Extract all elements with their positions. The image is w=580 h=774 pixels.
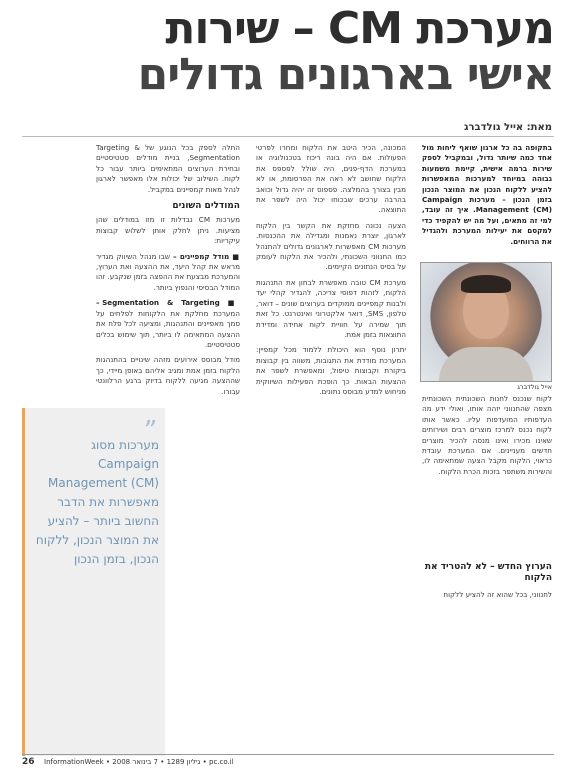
column-3 — [96, 143, 240, 401]
column-2-paragraph-1: המכונה, הכיר היטב את הלקוח ומחרו לפרטי הפעולות. אם היה בונה ריכוז בטכנולוגיה או במערכת הדף-פנים, היה שולל לפספס את הלקוח שחושב לא ראה את הפרסומת, או לא מבין בצורך בהמלצה. פספוס זה יהיה גדול וכואב בהרבה ערכים שבכוחו יכול היה לשפר את התוצאה. — [256, 143, 406, 215]
byline: מאת: אייל גולדברג — [464, 122, 552, 133]
column-3-heading: המודלים השונים — [172, 201, 240, 212]
author-photo — [420, 262, 552, 382]
column-2-paragraph-4: יתרון נוסף הוא היכולת ללמוד מכל קמפיין: המערכת מודדת את התגובות, משווה בין קבוצות ביקורת וקבוצות טיפול, ומאפשרת לשפר את ההצעות הבאות. כך הופכת הפעילות השיווקית מניחוש למדע מבוסס נתונים. — [256, 345, 406, 396]
bullet-1-text: שבו מנהל השיווק מגדיר מראש את קהל היעד, את ההצעה ואת הערוץ, והמערכת מבצעת את ההפצה בזמן שנקבע. זהו המודל הבסיסי והנפוץ ביותר. — [96, 251, 240, 292]
column-3-paragraph-1: החלה לספק בכל הנוגע של Targeting & Segmentation, בניית מודלים סטטיסטיים ובחירת הערוצים המתאימים ביותר עבור כל לקוח. השילוב של יכולות אלו מאפשר לארגון לנהל מאות קמפיינים במקביל. — [96, 143, 240, 194]
page-title — [22, 3, 554, 100]
quote-mark: ” — [143, 416, 157, 446]
photo-shirt — [439, 347, 533, 381]
column-2-paragraph-2: הצעה נכונה מחזקת את הקשר בין הלקוח לארגון, יוצרת נאמנות ומגדילה את ההכנסות. מערכות CM מאפשרות לארגונים גדולים להתנהל כמו החנווני השכונתי, ולהכיר את הלקוח לעומק על בסיס הנתונים הקיימים. — [256, 220, 406, 272]
column-1 — [422, 143, 552, 255]
page-footer — [22, 754, 554, 769]
intro-paragraph: בתקופה בה כל ארגון שואף ליחות מול אחד כמה שיותר גדול, ובמקביל לספק שירות ברמה אישית, קיימת משמעות גבוהה במיוחד למערכות המאפשרות להציע ללקוח הנכון את המוצר הנכון בזמן הנכון – מערכות Campaign Management (CM). איך זה עובד, למי זה מתאים, ועל מה יש להקפיד כדי למקסם את יעילות המערכת ולהגדיל את הרווחים. — [422, 143, 552, 246]
footer-masthead: InformationWeek • גיליון 1289 • 7 בינואר 2008 • pc.co.il — [44, 758, 234, 766]
pull-quote-sidebar — [22, 408, 165, 756]
page-number: 26 — [22, 757, 35, 767]
bullet-1-label: ■ מודל קמפיינים – — [173, 251, 240, 261]
photo-caption: אייל גולדברג — [517, 383, 552, 391]
bullet-2-label: ■ Segmentation & Targeting – — [96, 298, 240, 308]
column-2 — [256, 143, 406, 733]
title-line-2: אישי בארגונים גדולים — [137, 49, 554, 100]
column-3-paragraph-5: מודל מבוסס אירועים מזהה שינויים בהתנהגות הלקוח בזמן אמת ומגיב אליהם באופן מיידי, כך שההצעה מגיעה ללקוח בדיוק ברגע הרלוונטי עבורו. — [96, 355, 240, 396]
header-divider — [22, 136, 554, 137]
column-1-tail — [422, 590, 552, 750]
column-3-paragraph-2: מערכות CM נבדלות זו מזו במודלים שהן מציעות. ניתן לחלק אותן לשלוש קבוצות עיקריות: — [96, 215, 240, 246]
column-2-paragraph-3: מערכת CM טובה מאפשרת לבחון את התנהגות הלקוח, לזהות דפוסי צריכה, להגדיר קהלי יעד ולבנות קמפיינים ממוקדים בערוצים שונים – דואר, טלפון, SMS, דואר אלקטרוני ואינטרנט. כל זאת תוך שמירה על חוויית לקוח אחידה ומדידת התוצאות בזמן אמת. — [256, 277, 406, 339]
pull-quote-text: מערכות מסוג Campaign Management (CM) מאפשרות את הדבר החשוב ביותר – להציע את המוצר הנכון, ללקוח הנכון, בזמן הנכון — [35, 438, 159, 566]
bullet-2-text: המערכת מחלקת את הלקוחות לפלחים על סמך מאפיינים והתנהגות, ומציעה לכל פלח את ההצעה המתאימה לו ביותר, תוך שימוש בכלים סטטיסטיים. — [96, 308, 240, 349]
section-subhead: הערוץ החדש – לא להטריד את הלקוח — [424, 562, 552, 583]
column-3-bullet-1 — [96, 252, 240, 294]
title-line-1: מערכת CM – שירות — [165, 3, 554, 54]
photo-hair — [461, 275, 511, 293]
column-1-paragraph: לקוח שנכנס לחנות השכונתית השכונתית מצפה שהחנווני יזהה אותו, ואולי ידע מה העדפותיו המועדפות עליו. כאשר אותו לקוח נכנס למרכז מוצרים רבים ושירותים שאינו מכירו ואינו מנסה להכיר מוצרים חדשים מעניינים. אם המערכת עובדת כראוי, הלקוח מקבל הצעה שמתאימה לו, והשירות משתפר בזכות הכרת הלקוח. — [422, 394, 552, 476]
column-1-body — [422, 394, 552, 558]
column-3-bullet-2 — [96, 298, 240, 350]
column-1-tail-paragraph: לחנווני, בכל שהוא זה להציע ללקוח — [443, 590, 552, 599]
